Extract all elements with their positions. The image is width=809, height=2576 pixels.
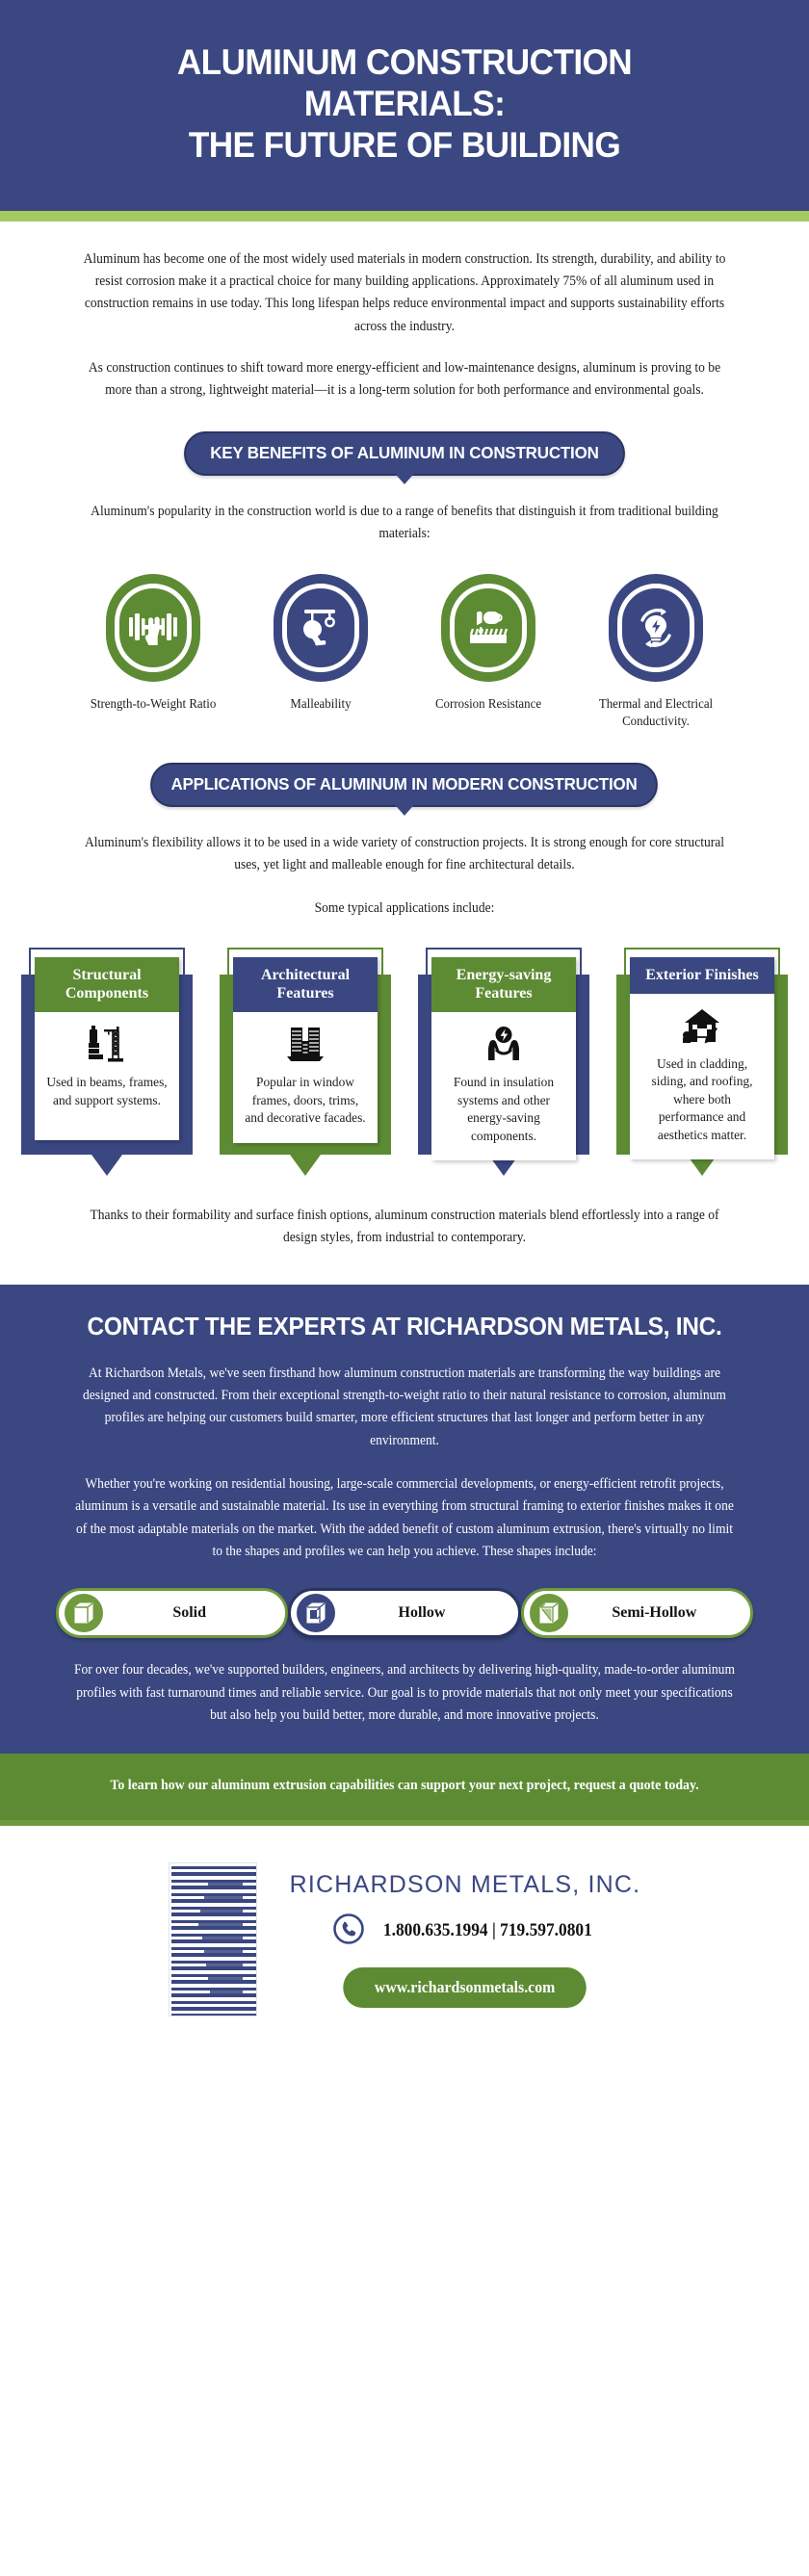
hero-header — [0, 0, 809, 211]
intro-block — [54, 221, 755, 403]
card-text: Used in beams, frames, and support systems. — [46, 1075, 168, 1107]
benefit-label: Malleability — [290, 696, 352, 712]
card-text: Found in insulation systems and other energy-saving components. — [453, 1075, 555, 1143]
hero-title-line1: ALUMINUM CONSTRUCTION — [176, 42, 633, 82]
application-card-architectural — [220, 948, 391, 1160]
dumbbell-fist-icon — [106, 574, 200, 682]
applications-closing-text: Thanks to their formability and surface finish options, aluminum construction materials blend effortlessly into a range of design styles, from industrial to contemporary. — [90, 1208, 719, 1246]
building-icon — [245, 1022, 366, 1064]
footer-phone-number[interactable]: 1.800.635.1994 | 719.597.0801 — [382, 1920, 592, 1940]
intro-paragraph-2: As construction continues to shift toward more energy-efficient and low-maintenance designs, aluminum is proving to be more than a strong, lightweight material—it is a long-term solution for both performance and environmental goals. — [88, 360, 721, 399]
page-title — [75, 42, 734, 167]
benefit-label: Corrosion Resistance — [434, 696, 542, 712]
contact-section — [0, 1285, 809, 1755]
pouring-liquid-icon — [441, 574, 535, 682]
shape-label: Hollow — [398, 1604, 446, 1622]
card-title: Structural Components — [35, 957, 179, 1012]
card-title: Exterior Finishes — [630, 957, 774, 994]
solid-extrusion-icon — [65, 1594, 103, 1632]
card-body — [630, 994, 774, 1160]
benefit-label: Thermal and Electrical Conductivity. — [598, 696, 714, 729]
card-rail-right — [177, 975, 193, 1135]
bulb-energy-icon — [609, 574, 703, 682]
phone-icon — [332, 1912, 365, 1950]
footer — [0, 1826, 809, 2057]
benefits-lead-text: Aluminum's popularity in the construction world is due to a range of benefits that distinguish it from traditional building materials: — [91, 503, 718, 542]
benefit-item-conductivity — [574, 574, 738, 729]
house-blueprint-icon — [641, 1003, 763, 1046]
card-text: Used in cladding, siding, and roofing, where both performance and aesthetics matter. — [651, 1055, 753, 1142]
card-inner — [431, 957, 576, 1160]
applications-banner: APPLICATIONS OF ALUMINUM IN MODERN CONSTRUCTION — [151, 763, 659, 807]
footer-info — [290, 1871, 641, 2008]
card-body — [431, 1012, 576, 1160]
extrusion-shapes-row — [56, 1588, 753, 1638]
card-inner — [35, 957, 179, 1140]
benefits-row — [54, 574, 755, 729]
card-title: Energy-saving Features — [431, 957, 576, 1012]
benefit-item-strength — [71, 574, 235, 713]
contact-paragraph-1: At Richardson Metals, we've seen firsthand how aluminum construction materials are transforming the way buildings are designed and constructed. From their exceptional strength-to-weight ratio to their natural resistance to corrosion, aluminum profiles are helping our customers build smarter, more efficient structures that last longer and perform better in any environment. — [83, 1365, 726, 1448]
benefits-banner: KEY BENEFITS OF ALUMINUM IN CONSTRUCTION — [184, 431, 625, 476]
hammer-anvil-icon — [274, 574, 368, 682]
benefit-item-malleability — [239, 574, 403, 713]
application-card-structural — [21, 948, 193, 1160]
shape-pill-hollow[interactable] — [288, 1588, 520, 1638]
shape-pill-semi-hollow[interactable] — [521, 1588, 753, 1638]
card-rail-right — [772, 975, 788, 1135]
card-body — [35, 1012, 179, 1125]
footer-company-name: RICHARDSON METALS, INC. — [289, 1870, 641, 1898]
applications-sublead-text: Some typical applications include: — [314, 900, 495, 917]
contact-paragraph-3: For over four decades, we've supported builders, engineers, and architects by delivering high-quality, made-to-order aluminum profiles with fast turnaround times and reliable service. Our goal is to provide materials that not only meet your specifications but also help you build better, more durable, and more innovative projects. — [74, 1662, 735, 1723]
contact-paragraph-2: Whether you're working on residential housing, large-scale commercial developments, or energy-efficient retrofit projects, aluminum is a versatile and sustainable material. Its use in everything from structural framing to exterior finishes makes it one of the most adaptable materials on the market. With the added benefit of custom aluminum extrusion, there's virtually no limit to the shapes and profiles we can help you achieve. These shapes include: — [75, 1476, 734, 1559]
hollow-extrusion-icon — [297, 1594, 335, 1632]
hero-green-divider — [0, 211, 809, 221]
footer-phone-row[interactable] — [290, 1912, 641, 1950]
footer-website-button[interactable]: www.richardsonmetals.com — [344, 1967, 587, 2008]
richardson-metals-logo — [169, 1862, 257, 2017]
card-rail-right — [376, 975, 391, 1135]
card-inner — [233, 957, 378, 1143]
cta-section — [0, 1754, 809, 1820]
contact-title: CONTACT THE EXPERTS AT RICHARDSON METALS, INC. — [87, 1313, 722, 1340]
card-rail-right — [574, 975, 589, 1135]
benefit-item-corrosion — [406, 574, 570, 713]
cta-text[interactable]: To learn how our aluminum extrusion capabilities can support your next project, request a quote today. — [110, 1778, 699, 1794]
card-text: Popular in window frames, doors, trims, and decorative facades. — [245, 1075, 366, 1126]
hands-energy-icon — [443, 1022, 564, 1064]
hero-title-line3: THE FUTURE OF BUILDING — [188, 124, 621, 165]
content-body — [0, 221, 809, 921]
hero-title-line2: MATERIALS: — [303, 83, 506, 123]
card-inner — [630, 957, 774, 1160]
benefit-label: Strength-to-Weight Ratio — [90, 696, 217, 712]
card-title: Architectural Features — [233, 957, 378, 1012]
application-card-exterior — [616, 948, 788, 1160]
applications-lead-text: Aluminum's flexibility allows it to be used in a wide variety of construction projects. It is strong enough for core structural uses, yet light and malleable enough for fine architectural details. — [84, 834, 724, 873]
shape-label: Semi-Hollow — [612, 1604, 697, 1622]
intro-paragraph-1: Aluminum has become one of the most widely used materials in modern construction. Its strength, durability, and ability to resist corrosion make it a practical choice for many building applications. Approximately 75% of all aluminum used in construction remains in use today. This long lifespan helps reduce environmental impact and supports sustainability efforts across the industry. — [83, 250, 726, 334]
applications-closing-wrap — [0, 1205, 809, 1285]
application-card-energy — [418, 948, 589, 1160]
benefits-banner-wrap — [54, 431, 755, 476]
crane-construction-icon — [46, 1022, 168, 1064]
applications-banner-wrap — [54, 763, 755, 807]
shape-label: Solid — [172, 1604, 206, 1622]
card-body — [233, 1012, 378, 1143]
application-cards-row — [0, 948, 809, 1160]
shape-pill-solid[interactable] — [56, 1588, 288, 1638]
semi-hollow-extrusion-icon — [530, 1594, 568, 1632]
